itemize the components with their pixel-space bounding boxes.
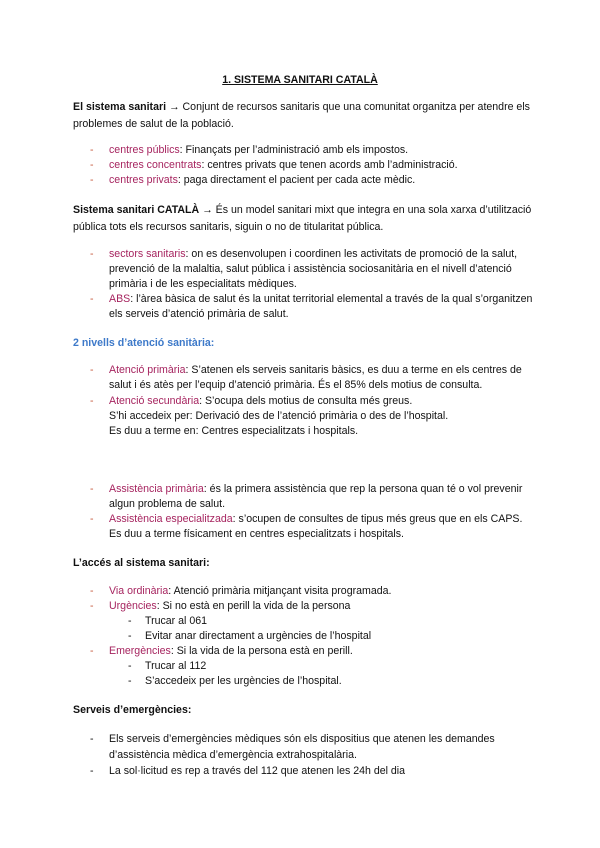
nivells-list: [73, 363, 533, 439]
nivells-heading: 2 nivells d’atenció sanitària:: [73, 337, 215, 349]
list-item: - Via ordinària: Atenció primària mitjançant visita programada.: [90, 585, 392, 597]
emergencies-label: Emergències: [109, 645, 171, 657]
list-item: - Assistència primària: és la primera assistència que rep la persona quan té o vol prevenir algun problema de salut.: [90, 483, 523, 510]
atencio-primaria-label: Atenció primària: [109, 364, 186, 376]
sectors-list: [73, 247, 533, 322]
catala-text: → És un model sanitari mixt que integra en una sola xarxa d’utilització pública tots els recursos sanitaris, siguin o no de titularitat pública.: [73, 204, 532, 233]
list-item: - centres públics: Finançats per l’administració amb els impostos.: [90, 144, 409, 156]
catala-term: Sistema sanitari CATALÀ: [73, 204, 200, 216]
list-item: - Atenció secundària: S’ocupa dels motius de consulta més greus. S’hi accedeix per: Derivació des de l’atenció primària o des de l’hospital. Es duu a terme en: Centres especialitzats i hospitals.: [90, 395, 449, 437]
via-ordinaria-label: Via ordinària: [109, 585, 169, 597]
sub-list-item: - Trucar al 061: [128, 615, 208, 627]
list-item: - Atenció primària: S’atenen els serveis sanitaris bàsics, es duu a terme en els centres de salut i és atès per l’equip d’atenció primària. És el 85% dels motius de consulta.: [90, 364, 522, 391]
centres-publics-label: centres públics: [109, 144, 180, 156]
assistencia-especialitzada-label: Assistència especialitzada: [109, 513, 233, 525]
urgencies-label: Urgències: [109, 600, 157, 612]
sub-list-item: - Evitar anar directament a urgències de l’hospital: [128, 630, 372, 642]
list-item: - Assistència especialitzada: s’ocupen de consultes de tipus més greus que en els CAPS. Es duu a terme físicament en centres especialitzats i hospitals.: [90, 513, 523, 540]
centres-concentrats-label: centres concentrats: [109, 159, 202, 171]
sub-list-item: - Trucar al 112: [128, 660, 207, 672]
centres-privats-label: centres privats: [109, 174, 178, 186]
abs-label: ABS: [109, 293, 131, 305]
list-item: - centres privats: paga directament el pacient per cada acte mèdic.: [90, 174, 416, 186]
list-item: - Urgències: Si no està en perill la vida de la persona: [90, 600, 351, 612]
list-item: - centres concentrats: centres privats que tenen acords amb l’administració.: [90, 159, 458, 171]
assistencia-primaria-label: Assistència primària: [109, 483, 204, 495]
list-item: - Emergències: Si la vida de la persona està en perill.: [90, 645, 353, 657]
catala-paragraph: [73, 202, 533, 236]
intro-paragraph: [73, 99, 533, 133]
intro-text: → Conjunt de recursos sanitaris que una comunitat organitza per atendre els problemes de salut de la població.: [73, 101, 530, 130]
list-item: - Els serveis d’emergències mèdiques són els dispositius que atenen les demandes d’assistència mèdica d’emergència extrahospitalària.: [90, 733, 495, 761]
list-item: - sectors sanitaris: on es desenvolupen i coordinen les activitats de promoció de la salut, prevenció de la malaltia, salut pública i assistència sociosanitària en el nivell d’atenció primària i de les especialitats mèdiques.: [90, 248, 518, 290]
serveis-list: [73, 731, 533, 779]
list-item: - ABS: l’àrea bàsica de salut és la unitat territorial elemental a través de la qual s’organitzen els serveis d’atenció primària de salut.: [90, 293, 533, 320]
acces-heading: L’accés al sistema sanitari:: [73, 557, 210, 569]
sectors-sanitaris-label: sectors sanitaris: [109, 248, 186, 260]
list-item: - La sol·licitud es rep a través del 112 que atenen les 24h del dia: [90, 765, 406, 777]
assistencia-list: [73, 482, 533, 542]
centres-list: [73, 143, 533, 188]
acces-list: [73, 584, 533, 689]
serveis-heading: Serveis d’emergències:: [73, 704, 192, 716]
page-title: 1. SISTEMA SANITARI CATALÀ: [222, 74, 378, 86]
atencio-secundaria-label: Atenció secundària: [109, 395, 200, 407]
intro-term: El sistema sanitari: [73, 101, 167, 113]
sub-list-item: - S’accedeix per les urgències de l’hospital.: [128, 675, 342, 687]
